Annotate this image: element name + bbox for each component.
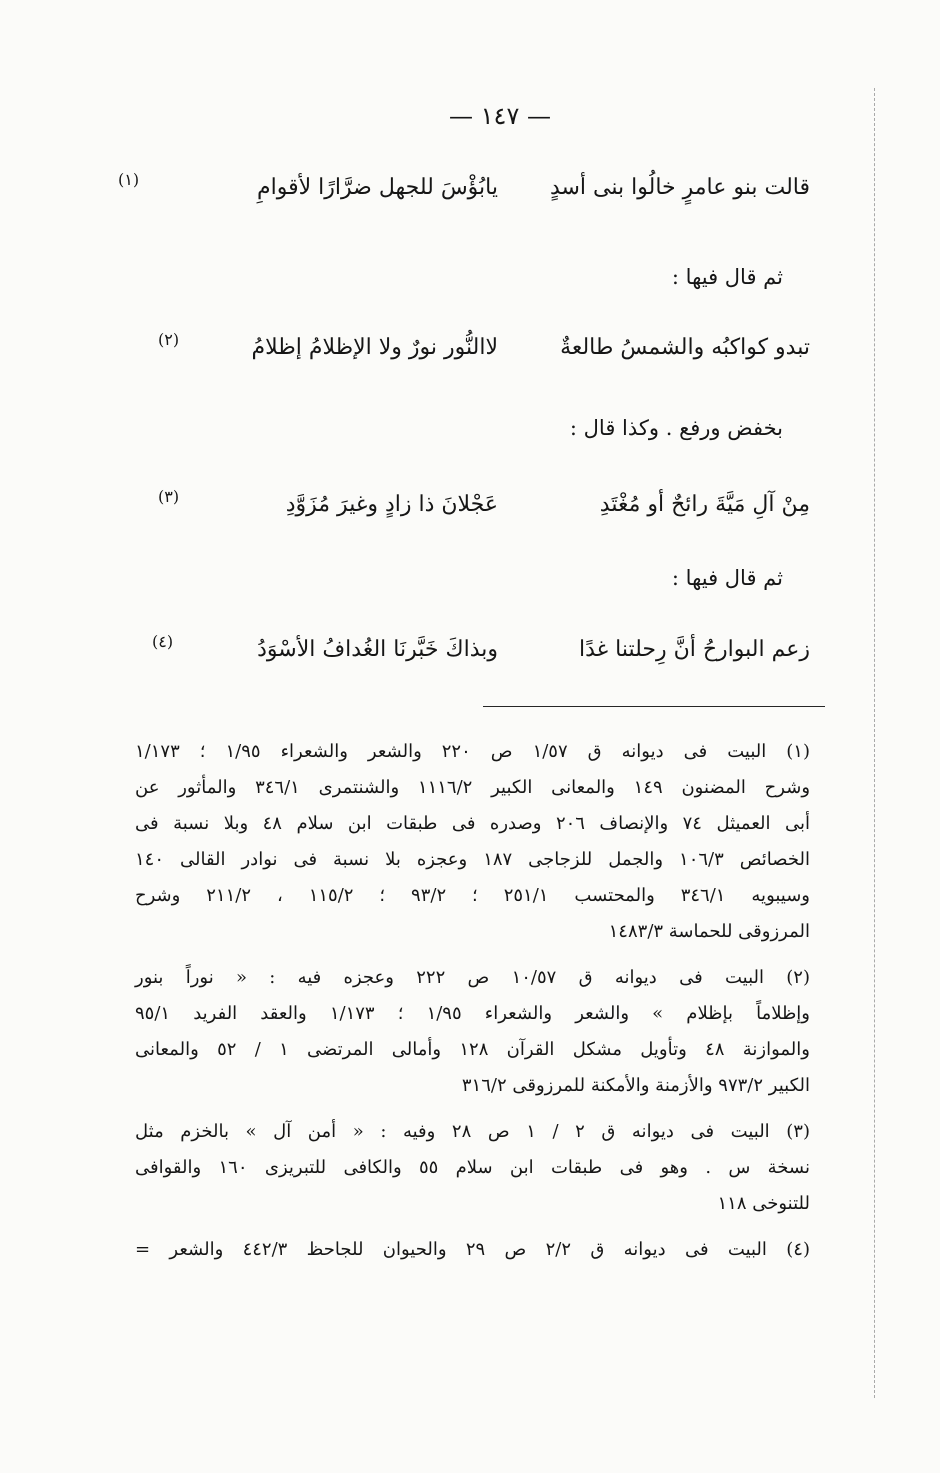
verse-2-footnote-marker: (٢) bbox=[158, 330, 180, 349]
verse-4-second-hemistich: وبذاكَ خَبَّرنَا الغُدافُ الأسْوَدُ bbox=[257, 637, 498, 662]
verse-1 bbox=[120, 163, 810, 213]
page-edge-line bbox=[874, 88, 875, 1398]
verse-2 bbox=[120, 323, 810, 373]
footnote-3-line: للتنوخى ١١٨ bbox=[717, 1193, 810, 1214]
verse-3 bbox=[120, 480, 810, 530]
verse-4-footnote-marker: (٤) bbox=[152, 632, 174, 651]
verse-3-first-hemistich: مِنْ آلِ مَيَّةَ رائحٌ أو مُغْتَدِ bbox=[599, 492, 810, 517]
footnote-separator bbox=[483, 706, 825, 707]
verse-4-first-hemistich: زعم البوارحُ أنَّ رِحلتنا غدًا bbox=[578, 637, 810, 662]
footnote-2-line: (٢) البيت فى ديوانه ق ١٠/٥٧ ص ٢٢٢ وعجزه فيه : « نوراً بنور bbox=[135, 967, 810, 988]
footnote-2-line: والموازنة ٤٨ وتأويل مشكل القرآن ١٢٨ وأمالى المرتضى ١ / ٥٢ والمعانى bbox=[135, 1039, 810, 1060]
verse-1-footnote-marker: (١) bbox=[118, 170, 140, 189]
footnote-1 bbox=[135, 734, 810, 950]
verse-1-first-hemistich: قالت بنو عامرٍ خالُوا بنى أسدٍ bbox=[549, 175, 810, 200]
footnote-2-line: الكبير ٩٧٣/٢ والأزمنة والأمكنة للمرزوقى ٣١٦/٢ bbox=[461, 1075, 810, 1096]
verse-2-first-hemistich: تبدو كواكبُه والشمسُ طالعةٌ bbox=[560, 335, 810, 360]
footnote-2-line: وإظلاماً بإظلام » والشعر والشعراء ١/٩٥ ؛ ١/١٧٣ والعقد الفريد ٩٥/١ bbox=[135, 1003, 811, 1024]
footnote-4 bbox=[135, 1232, 810, 1268]
footnote-4-line: (٤) البيت فى ديوانه ق ٢/٢ ص ٢٩ والحيوان للجاحظ ٤٤٢/٣ والشعر = bbox=[135, 1239, 810, 1260]
prose-line-1: ثم قال فيها : bbox=[671, 265, 783, 289]
footnote-1-line: أبى العميثل ٧٤ والإنصاف ٢٠٦ وصدره فى طبقات ابن سلام ٤٨ وبلا نسبة فى bbox=[135, 813, 810, 834]
verse-3-footnote-marker: (٣) bbox=[158, 487, 180, 506]
footnote-1-line: وشرح المضنون ١٤٩ والمعانى الكبير ١١١٦/٢ والشنتمرى ٣٤٦/١ والمأثور عن bbox=[135, 777, 811, 798]
footnote-3-line: نسخة س . وهو فى طبقات ابن سلام ٥٥ والكافى للتبريزى ١٦٠ والقوافى bbox=[135, 1157, 810, 1178]
footnote-3-line: (٣) البيت فى ديوانه ق ٢ / ١ ص ٢٨ وفيه : « أمن آل » بالخزم مثل bbox=[135, 1121, 810, 1142]
footnote-1-line: وسيبويه ٣٤٦/١ والمحتسب ٢٥١/١ ؛ ٩٣/٢ ؛ ١١٥/٢ ، ٢١١/٢ وشرح bbox=[135, 885, 810, 906]
page-number: — ١٤٧ — bbox=[449, 102, 551, 130]
footnotes bbox=[135, 734, 810, 1278]
footnote-1-line: (١) البيت فى ديوانه ق ١/٥٧ ص ٢٢٠ والشعر والشعراء ١/٩٥ ؛ ١/١٧٣ bbox=[135, 741, 810, 762]
prose-line-3: ثم قال فيها : bbox=[671, 566, 783, 590]
footnote-2 bbox=[135, 960, 810, 1104]
footnote-3 bbox=[135, 1114, 810, 1222]
verse-4 bbox=[120, 625, 810, 675]
footnote-1-line: المرزوقى للحماسة ١٤٨٣/٣ bbox=[608, 921, 810, 942]
verse-2-second-hemistich: لاالنُّور نورٌ ولا الإظلامُ إظلامُ bbox=[251, 335, 498, 360]
verse-3-second-hemistich: عَجْلانَ ذا زادٍ وغيرَ مُزَوَّدِ bbox=[285, 492, 498, 517]
verse-1-second-hemistich: يابُؤْسَ للجهل ضرَّارًا لأقوامِ bbox=[257, 175, 498, 200]
prose-line-2: بخفض ورفع . وكذا قال : bbox=[569, 416, 783, 440]
footnote-1-line: الخصائص ١٠٦/٣ والجمل للزجاجى ١٨٧ وعجزه بلا نسبة فى نوادر القالى ١٤٠ bbox=[135, 849, 810, 870]
